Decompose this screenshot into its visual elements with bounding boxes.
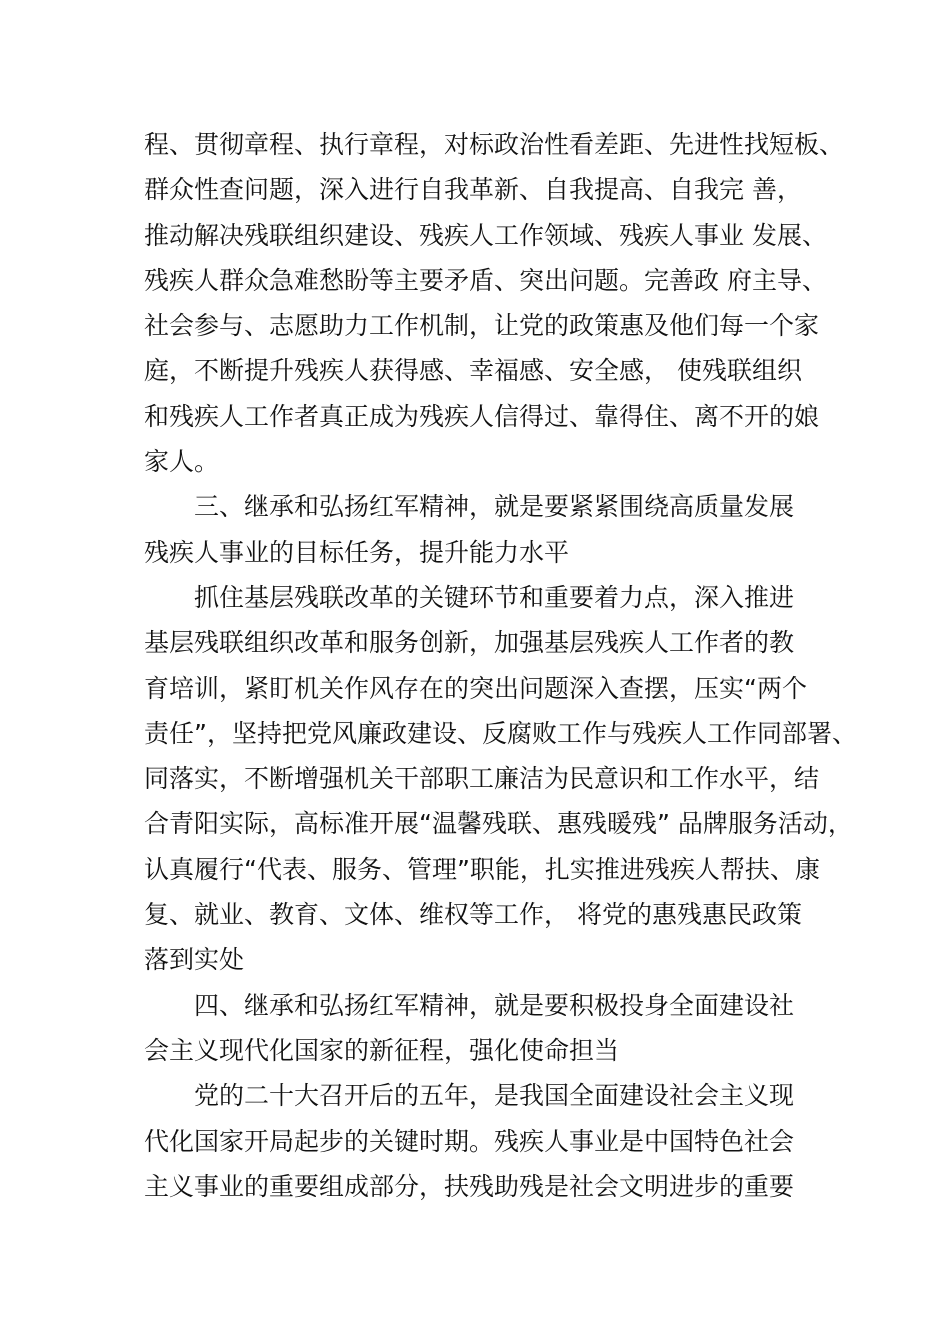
text-line: 落到实处 <box>144 945 245 975</box>
text-line: 责任”，坚持把党风廉政建设、反腐败工作与残疾人工作同部署、 <box>144 718 857 748</box>
section-heading-four: 四、继承和弘扬红军精神，就是要积极投身全面建设社 <box>194 990 795 1020</box>
text-line: 复、就业、教育、文体、维权等工作， 将党的惠残惠民政策 <box>144 900 802 930</box>
text-line: 代化国家开局起步的关键时期。残疾人事业是中国特色社会 <box>144 1126 795 1156</box>
text-line: 程、贯彻章程、执行章程，对标政治性看差距、先进性找短板、 <box>144 130 845 159</box>
text-line: 同落实，不断增强机关干部职工廉洁为民意识和工作水平，结 <box>144 764 820 794</box>
document-body <box>144 122 864 1209</box>
section-heading-three-continued: 残疾人事业的目标任务，提升能力水平 <box>144 537 570 567</box>
text-line: 群众性查问题，深入进行自我革新、自我提高、自我完 善， <box>144 175 802 205</box>
text-line: 合青阳实际，高标准开展“温馨残联、惠残暖残” 品牌服务活动， <box>144 809 853 839</box>
text-line: 残疾人群众急难愁盼等主要矛盾、突出问题。完善政 府主导、 <box>144 265 827 295</box>
text-line: 育培训，紧盯机关作风存在的突出问题深入查摆，压实“两个 <box>144 673 807 703</box>
paragraph-start: 党的二十大召开后的五年，是我国全面建设社会主义现 <box>194 1081 795 1111</box>
text-line: 社会参与、志愿助力工作机制，让党的政策惠及他们每一个家 <box>144 311 820 341</box>
section-heading-four-continued: 会主义现代化国家的新征程，强化使命担当 <box>144 1035 620 1065</box>
paragraph-start: 抓住基层残联改革的关键环节和重要着力点，深入推进 <box>194 582 795 612</box>
text-line: 基层残联组织改革和服务创新，加强基层残疾人工作者的教 <box>144 628 795 658</box>
text-line: 庭，不断提升残疾人获得感、幸福感、安全感， 使残联组织 <box>144 356 802 386</box>
text-line: 推动解决残联组织建设、残疾人工作领域、残疾人事业 发展、 <box>144 220 827 250</box>
text-line: 认真履行“代表、服务、管理”职能，扎实推进残疾人帮扶、康 <box>144 854 820 884</box>
text-line: 家人。 <box>144 447 220 477</box>
text-line: 和残疾人工作者真正成为残疾人信得过、靠得住、离不开的娘 <box>144 401 820 431</box>
section-heading-three: 三、继承和弘扬红军精神，就是要紧紧围绕高质量发展 <box>194 492 795 522</box>
text-line: 主义事业的重要组成部分，扶残助残是社会文明进步的重要 <box>144 1171 795 1201</box>
